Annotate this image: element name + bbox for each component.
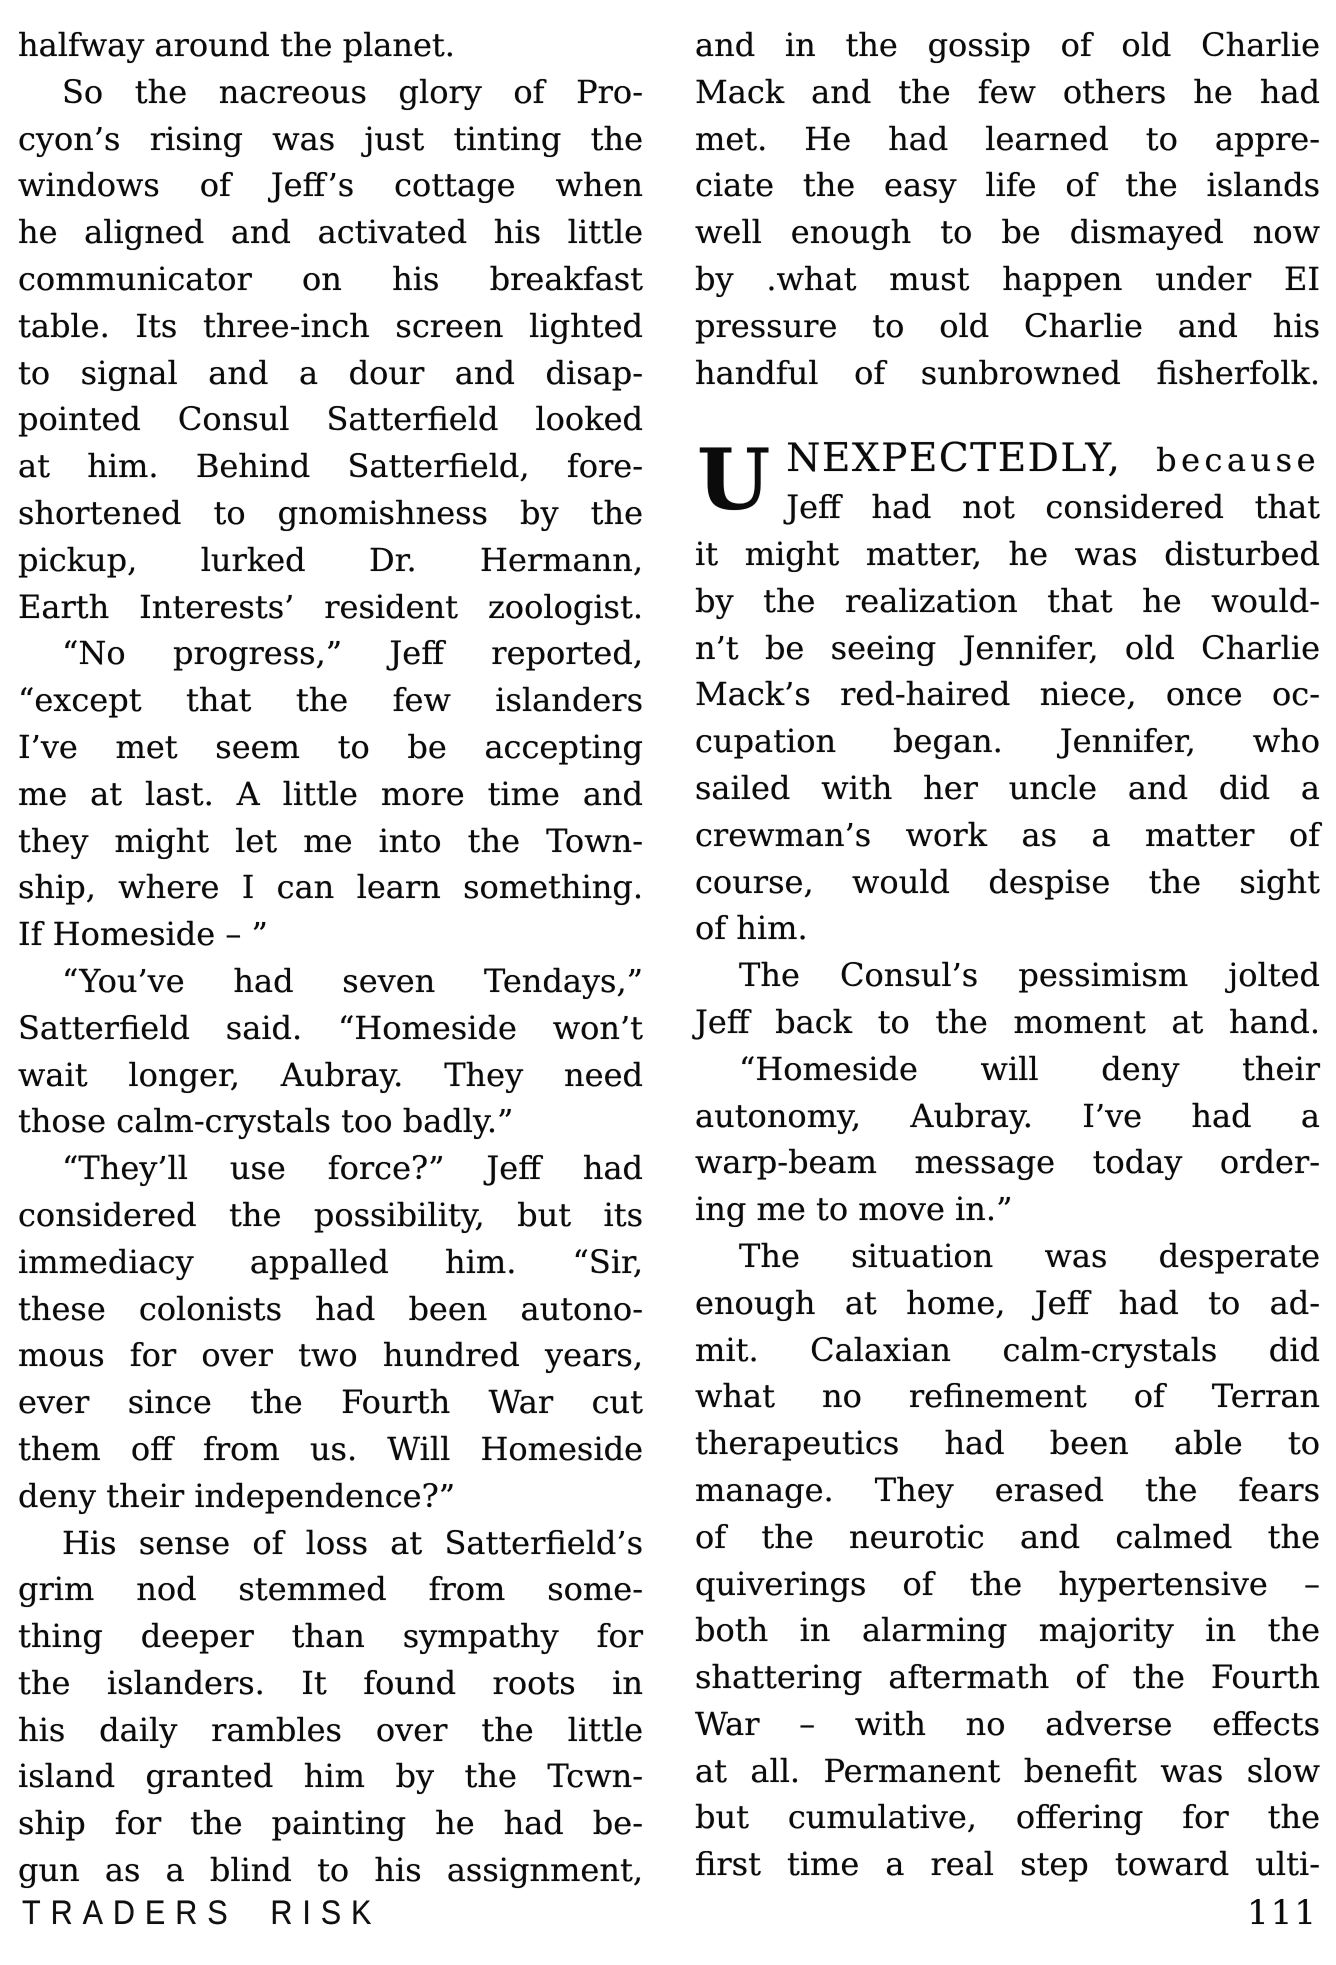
text-line: Earth Interests’ resident zoologist.	[18, 587, 643, 626]
text-line: “They’ll use force?” Jeff had	[62, 1149, 643, 1188]
text-line: cupation began. Jennifer, who	[695, 722, 1320, 761]
right-column-top	[695, 22, 1320, 396]
text-line: autonomy, Aubray. I’ve had a	[695, 1096, 1320, 1135]
page-footer	[22, 1893, 1318, 1933]
text-line: grim nod stemmed from some-	[18, 1570, 643, 1609]
text-line: table. Its three-inch screen lighted	[18, 306, 643, 345]
text-line: “Homeside will deny their	[739, 1049, 1320, 1088]
text-line: halfway around the planet.	[18, 26, 455, 64]
text-line: well enough to be dismayed now	[695, 213, 1320, 252]
text-line: handful of sunbrowned fisherfolk.	[695, 353, 1320, 392]
text-line: ing me to move in.”	[695, 1190, 1013, 1229]
text-line: “You’ve had seven Tendays,”	[62, 961, 643, 1000]
text-line: deny their independence?”	[18, 1476, 456, 1515]
drop-cap-letter: U	[697, 430, 771, 530]
text-line: His sense of loss at Satterfield’s	[62, 1523, 643, 1562]
text-line: at all. Permanent benefit was slow	[695, 1751, 1320, 1790]
text-line: shattering aftermath of the Fourth	[695, 1658, 1320, 1697]
text-line: Mack and the few others he had	[695, 72, 1320, 111]
section-opening-word: NEXPECTEDLY,	[786, 436, 1122, 482]
text-line: them off from us. Will Homeside	[18, 1429, 643, 1468]
text-line: mous for over two hundred years,	[18, 1336, 643, 1375]
text-line: what no refinement of Terran	[695, 1377, 1320, 1416]
left-column	[18, 22, 643, 1894]
text-line: thing deeper than sympathy for	[18, 1617, 643, 1656]
text-line: “No progress,” Jeff reported,	[62, 634, 643, 673]
text-line: pointed Consul Satterfield looked	[18, 400, 643, 439]
text-line: it might matter, he was disturbed	[695, 534, 1320, 573]
text-line: If Homeside – ”	[18, 915, 268, 954]
text-line: of him.	[695, 909, 808, 948]
text-line: his daily rambles over the little	[18, 1710, 643, 1749]
text-line: and in the gossip of old Charlie	[695, 26, 1320, 64]
text-line: sailed with her uncle and did a	[695, 768, 1320, 807]
running-title: TRADERS RISK	[22, 1894, 382, 1932]
text-line: island granted him by the Tcwn-	[18, 1757, 643, 1796]
text-line: but cumulative, offering for the	[695, 1798, 1320, 1837]
section-opening-rest: because	[1156, 441, 1320, 480]
text-line: cyon’s rising was just tinting the	[18, 119, 643, 158]
text-line: by .what must happen under EI	[695, 259, 1320, 298]
text-line: therapeutics had been able to	[695, 1424, 1320, 1463]
text-line: Jeff had not considered that	[786, 488, 1320, 527]
section-opening-paragraph	[695, 430, 1320, 531]
text-line: course, would despise the sight	[695, 862, 1320, 901]
text-line: warp-beam message today order-	[695, 1143, 1320, 1182]
text-columns	[18, 22, 1320, 1894]
text-line: The situation was desperate	[739, 1236, 1320, 1275]
text-line: immediacy appalled him. “Sir,	[18, 1242, 643, 1281]
text-line: those calm-crystals too badly.”	[18, 1102, 514, 1141]
text-line: quiverings of the hypertensive –	[695, 1564, 1320, 1603]
right-column	[695, 22, 1320, 1894]
text-line: crewman’s work as a matter of	[695, 815, 1320, 854]
text-line: Mack’s red-haired niece, once oc-	[695, 675, 1320, 714]
text-line: ever since the Fourth War cut	[18, 1383, 643, 1422]
text-line: pressure to old Charlie and his	[695, 306, 1320, 345]
text-line: wait longer, Aubray. They need	[18, 1055, 643, 1094]
text-line: by the realization that he would-	[695, 581, 1320, 620]
text-line: War – with no adverse effects	[695, 1704, 1320, 1743]
text-line: ciate the easy life of the islands	[695, 166, 1320, 205]
section-break	[695, 396, 1320, 436]
text-line: n’t be seeing Jennifer, old Charlie	[695, 628, 1320, 667]
text-line: these colonists had been autono-	[18, 1289, 643, 1328]
text-line: So the nacreous glory of Pro-	[62, 72, 643, 111]
text-line: both in alarming majority in the	[695, 1611, 1320, 1650]
text-line: manage. They erased the fears	[695, 1470, 1320, 1509]
text-line: to signal and a dour and disap-	[18, 353, 643, 392]
text-line: he aligned and activated his little	[18, 213, 643, 252]
text-line: windows of Jeff’s cottage when	[18, 166, 643, 205]
text-line: considered the possibility, but its	[18, 1195, 643, 1234]
text-line: they might let me into the Town-	[18, 821, 643, 860]
text-line: ship for the painting he had be-	[18, 1804, 643, 1843]
text-line: I’ve met seem to be accepting	[18, 727, 643, 766]
text-line: first time a real step toward ulti-	[695, 1845, 1320, 1884]
text-line: mit. Calaxian calm-crystals did	[695, 1330, 1320, 1369]
text-line: me at last. A little more time and	[18, 774, 643, 813]
text-line: the islanders. It found roots in	[18, 1663, 643, 1702]
text-line: Satterfield said. “Homeside won’t	[18, 1008, 643, 1047]
text-line: communicator on his breakfast	[18, 259, 643, 298]
text-line: at him. Behind Satterfield, fore-	[18, 447, 643, 486]
text-line: enough at home, Jeff had to ad-	[695, 1283, 1320, 1322]
text-line: The Consul’s pessimism jolted	[739, 956, 1320, 995]
text-line: gun as a blind to his assignment,	[18, 1851, 643, 1890]
text-line: pickup, lurked Dr. Hermann,	[18, 540, 643, 579]
text-line: shortened to gnomishness by the	[18, 493, 643, 532]
page-number: 111	[1247, 1893, 1318, 1933]
text-line: Jeff back to the moment at hand.	[695, 1002, 1320, 1041]
text-line: “except that the few islanders	[18, 681, 643, 720]
text-line: of the neurotic and calmed the	[695, 1517, 1320, 1556]
text-line: met. He had learned to appre-	[695, 119, 1320, 158]
text-line	[695, 436, 1320, 484]
right-column-bottom	[695, 531, 1320, 1888]
text-line: ship, where I can learn something.	[18, 868, 643, 907]
